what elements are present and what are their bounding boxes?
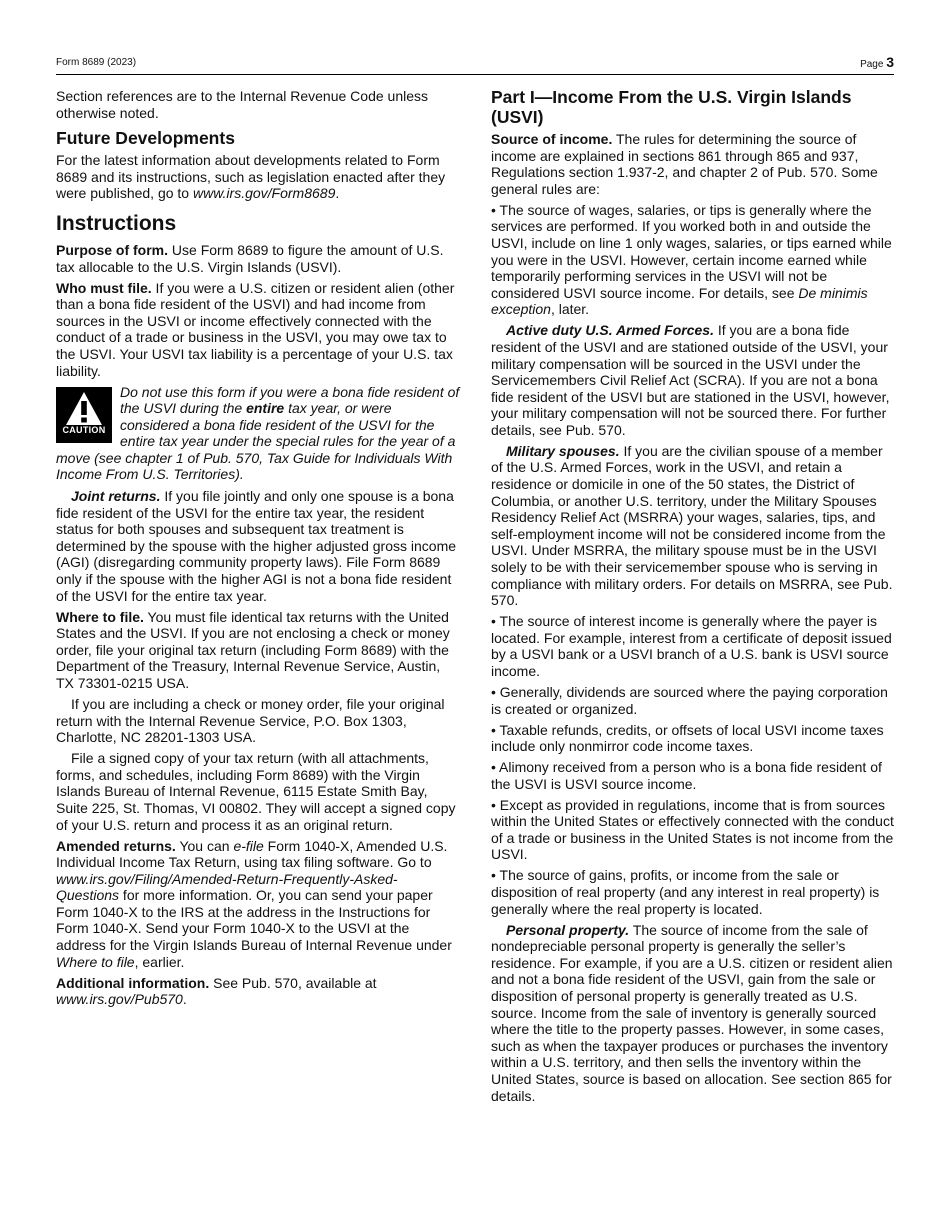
joint-returns-heading: Joint returns. — [71, 488, 161, 505]
additional-information-heading: Additional information. — [56, 974, 210, 991]
who-must-file-heading: Who must file. — [56, 279, 152, 296]
amended-url-link[interactable]: www.irs.gov/Filing/Amended-Return-Frequently-Asked-Questions — [56, 870, 398, 904]
right-column — [491, 88, 895, 1109]
list-item: • Taxable refunds, credits, or offsets of local USVI income taxes include only nonmirror code income taxes. — [491, 721, 884, 755]
joint-returns-paragraph: Joint returns. If you file jointly and only one spouse is a bona fide resident of the USVI for the entire tax year, the resident status for both spouses and subsequent tax treatment is determined by the spouse with the higher adjusted gross income (AGI) (disregarding community property laws). File Form 8689 only if the spouse with the higher AGI is not a bona fide resident of the USVI for the entire tax year. — [56, 488, 457, 604]
where-to-file-usvi-paragraph: File a signed copy of your tax return (with all attachments, forms, and schedules, including Form 8689) with the Virgin Islands Bureau of Internal Revenue, 6115 Estate Smith Bay, Suite 225, St. Thomas, VI 00802. They will accept a signed copy of your U.S. return and process it as an original return. — [56, 750, 456, 833]
page-number: 3 — [886, 54, 894, 70]
left-column — [56, 88, 460, 1012]
list-item: • Generally, dividends are sourced where the paying corporation is created or organized. — [491, 683, 888, 717]
de-minimis-reference: De minimis exception — [491, 284, 868, 318]
page-indicator — [860, 54, 894, 70]
page-label: Page — [860, 59, 884, 70]
caution-label: CAUTION — [62, 424, 106, 435]
military-spouses-paragraph: Military spouses. If you are the civilian spouse of a member of the U.S. Armed Forces, work in the USVI, and retain a residence or domicile in one of the 50 states, the District of Columbia, or another U.S. territory, under the Military Spouses Residency Relief Act (MSRRA) your wages, salaries, tips, and self-employment income will not be considered income from the USVI. Under MSRRA, the military spouse must be in the USVI solely to be with their servicemember spouse who is serving in compliance with military orders. For details on MSRRA, see Pub. 570. — [491, 442, 893, 609]
who-must-file-paragraph: Who must file. If you were a U.S. citizen or resident alien (other than a bona fide resident of the USVI) and had income from sources in the USVI or income effectively connected with the conduct of a trade or business in the USVI, you may owe tax to the USVI. Your USVI tax liability is a percentage of your U.S. tax liability. — [56, 279, 455, 379]
active-duty-paragraph: Active duty U.S. Armed Forces. If you are a bona fide resident of the USVI and are stationed outside of the USVI, your military compensation will be sourced in the USVI under the Servicemembers Civil Relief Act (SCRA). If you are not a bona fide resident of the USVI but are stationed in the USVI, however, your military compensation will not be sourced there. For further details, see Pub. 570. — [491, 322, 890, 438]
page-header — [56, 54, 894, 75]
source-of-income-heading: Source of income. — [491, 131, 613, 147]
future-url-link[interactable]: www.irs.gov/Form8689 — [192, 185, 336, 202]
intro-paragraph: Section references are to the Internal Revenue Code unless otherwise noted. — [56, 88, 429, 121]
amended-returns-paragraph: Amended returns. You can e-file Form 1040-X, Amended U.S. Individual Income Tax Return, using tax filing software. Go to www.irs.gov/Filing/Amended-Return-Frequently-Asked-Questions for more information. Or, you can send your paper Form 1040-X to the IRS at the address in the Instructions for Form 1040-X. Send your Form 1040-X to the USVI at the address for the Virgin Islands Bureau of Internal Revenue under Where to file, earlier. — [56, 837, 452, 970]
instructions-heading: Instructions — [56, 211, 177, 235]
purpose-heading: Purpose of form. — [56, 241, 169, 258]
personal-property-paragraph: Personal property. The source of income from the sale of nondepreciable personal property is generally the seller’s residence. For example, if you are a U.S. citizen or resident alien and not a bona fide resident of the USVI, gain from the sale or disposition of personal property is generally treated as U.S. source. Income from the sale of inventory is generally sourced where the title to the property passes. However, in some cases, such as when the taxpayer produces or purchases the inventory within a U.S. territory, and then sells the inventory within the United States, source is based on allocation. See section 865 for details. — [491, 921, 893, 1104]
active-duty-heading: Active duty U.S. Armed Forces. — [506, 322, 714, 339]
additional-information-paragraph: Additional information. See Pub. 570, available at www.irs.gov/Pub570. — [56, 974, 377, 1008]
caution-icon — [56, 387, 112, 443]
future-developments-paragraph: For the latest information about developments related to Form 8689 and its instructions, such as legislation enacted after they were published, go to www.irs.gov/Form8689. — [56, 152, 446, 202]
personal-property-heading: Personal property. — [506, 921, 630, 938]
where-to-file-heading: Where to file. — [56, 608, 144, 625]
list-item: • The source of interest income is generally where the payer is located. For example, interest from a certificate of deposit issued by a USVI bank or a USVI branch of a U.S. bank is USVI source income. — [491, 613, 892, 679]
caution-box — [56, 384, 460, 484]
form-title: Form 8689 (2023) — [56, 57, 137, 68]
military-spouses-heading: Military spouses. — [506, 442, 620, 459]
source-of-income-paragraph: Source of income. The rules for determining the source of income are explained in sections 861 through 865 and 937, Regulations section 1.937-2, and chapter 2 of Pub. 570. Some general rules are: — [491, 131, 878, 197]
list-item: • Alimony received from a person who is a bona fide resident of the USVI is USVI source income. — [491, 759, 882, 792]
pub570-url-link[interactable]: www.irs.gov/Pub570 — [56, 991, 183, 1008]
amended-returns-heading: Amended returns. — [56, 837, 176, 854]
where-to-file-paragraph: Where to file. You must file identical tax returns with the United States and the USVI. If you are not enclosing a check or money order, file your original tax return (including Form 8689) with the Department of the Treasury, Internal Revenue Service, Austin, TX 73301-0215 USA. — [56, 608, 450, 691]
future-developments-heading: Future Developments — [56, 128, 235, 149]
where-to-file-check-paragraph: If you are including a check or money order, file your original return with the Internal Revenue Service, P.O. Box 1303, Charlotte, NC 28201-1303 USA. — [56, 695, 445, 746]
part-one-heading: Part I—Income From the U.S. Virgin Islands (USVI) — [491, 87, 852, 127]
purpose-paragraph: Purpose of form. Use Form 8689 to figure the amount of U.S. tax allocable to the U.S. Virgin Islands (USVI). — [56, 241, 444, 275]
list-item: • Except as provided in regulations, income that is from sources within the United States or effectively connected with the conduct of a trade or business in the United States is not income from the USVI. — [491, 796, 894, 863]
list-item: • The source of gains, profits, or income from the sale or disposition of real property (and any interest in real property) is generally where the real property is located. — [491, 867, 880, 917]
wages-bullet: • The source of wages, salaries, or tips is generally where the services are performed. If you worked both in and outside the USVI, include on line 1 only wages, salaries, or tips earned while you were in the USVI. However, certain income earned while temporarily performing services in the USVI will not be considered USVI source income. For details, see De minimis exception, later. — [491, 201, 892, 318]
caution-text: Do not use this form if you were a bona fide resident of the USVI during the entire tax year, or were considered a bona fide resident of the USVI for the entire tax year under the special rules for the year of a move (see chapter 1 of Pub. 570, Tax Guide for Individuals With Income From U.S. Territories). — [56, 383, 460, 483]
